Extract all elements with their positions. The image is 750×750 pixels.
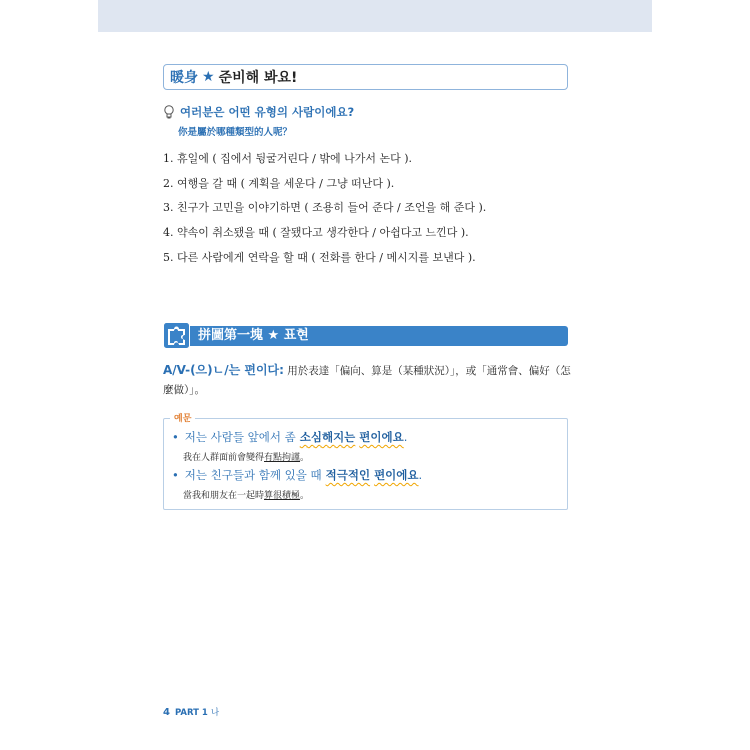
lightbulb-icon [163,105,175,119]
example-ko-end: . [418,468,423,482]
example-ko-text: 저는 친구들과 함께 있을 때 [184,468,322,482]
page-number: 4 [163,707,170,718]
bullet: • [172,430,179,444]
list-item: 2. 여행을 갈 때 ( 계획을 세운다 / 그냥 떠난다 ). [163,176,395,190]
top-header-band [98,0,652,32]
example-zh-translation [183,488,422,501]
page-footer [163,706,219,718]
part-title: 나 [210,708,220,718]
section-title: 拼圖第一塊 ★ 표현 [198,328,309,343]
grammar-description: 用於表達「偏向、算是（某種狀況）」，或「通常會、偏好（怎麼做）」。 [163,365,571,396]
bullet: • [172,468,179,482]
puzzle-icon [163,322,190,349]
list-item: 4. 약속이 취소됐을 때 ( 잘됐다고 생각한다 / 아쉽다고 느낀다 ). [163,226,469,240]
example-item [172,429,407,463]
example-zh-end: 。 [300,453,310,463]
example-highlight: 적극적인 [325,468,371,482]
warmup-zh-label: 暖身 [170,70,198,86]
warmup-heading-box [163,64,568,90]
example-highlight: 편이에요 [374,468,419,482]
grammar-pattern: A/V-(으)ㄴ/는 편이다: [163,363,284,377]
example-ko-sentence [172,467,422,483]
list-item: 1. 휴일에 ( 집에서 뒹굴거린다 / 밖에 나가서 논다 ). [163,152,413,165]
list-item: 5. 다른 사람에게 연락을 할 때 ( 전화를 한다 / 메시지를 보낸다 ). [163,250,476,264]
question-ko: 여러분은 어떤 유형의 사람이에요? [180,105,355,119]
question-zh: 你是屬於哪種類型的人呢？ [178,127,293,138]
example-zh-text: 我在人群面前會變得 [183,453,265,463]
grammar-explanation [163,361,571,400]
example-highlight: 편이에요 [359,430,404,444]
example-item [172,467,422,501]
list-item: 3. 친구가 고민을 이야기하면 ( 조용히 들어 준다 / 조언을 해 준다 ). [163,201,487,215]
example-zh-underline: 算很積極 [264,491,301,501]
example-zh-end: 。 [300,491,310,501]
question-list [163,150,486,273]
example-ko-end: . [403,430,408,444]
example-zh-text: 當我和朋友在一起時 [183,491,265,501]
example-highlight: 소심해지는 [299,430,356,444]
example-zh-underline: 有點拘謹 [264,453,301,463]
warmup-ko-title: 준비해 봐요! [218,70,298,86]
example-ko-text: 저는 사람들 앞에서 좀 [184,430,296,444]
example-label: 예문 [170,411,195,424]
question-heading [163,104,354,120]
example-zh-translation [183,450,407,463]
part-label: PART 1 [174,708,208,718]
example-ko-sentence [172,429,407,445]
star-icon: ★ [202,69,215,85]
